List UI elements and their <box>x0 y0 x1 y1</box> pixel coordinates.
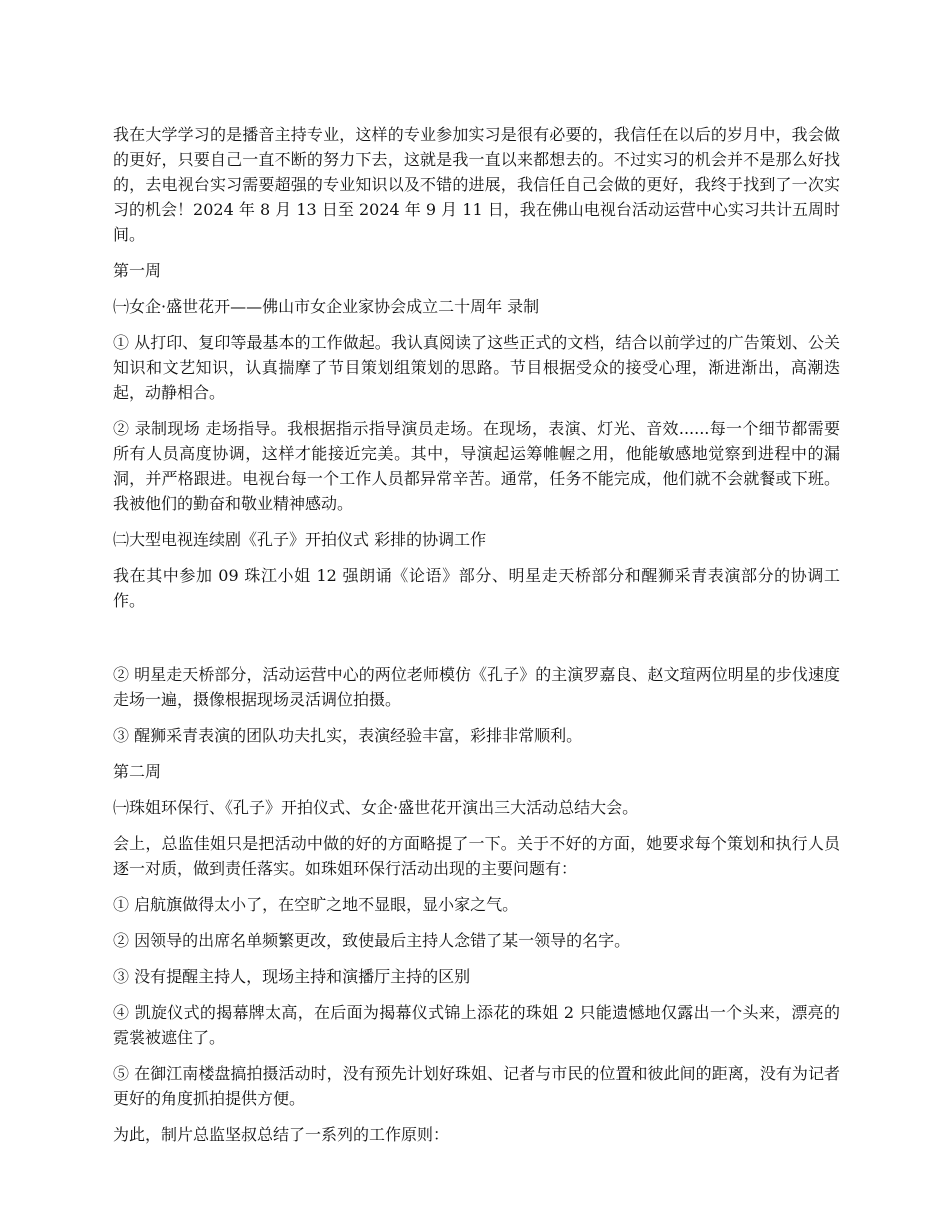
list-item: ② 因领导的出席名单频繁更改，致使最后主持人念错了某一领导的名字。 <box>113 931 631 950</box>
document-page <box>113 122 840 1158</box>
closing-paragraph: 为此，制片总监坚叔总结了一系列的工作原则： <box>113 1125 450 1144</box>
body-paragraph: ③ 醒狮采青表演的团队功夫扎实，表演经验丰富，彩排非常顺利。 <box>113 726 583 745</box>
list-item: ① 启航旗做得太小了，在空旷之地不显眼，显小家之气。 <box>113 895 519 914</box>
body-paragraph: 我在其中参加 09 珠江小姐 12 强朗诵《论语》部分、明星走天桥部分和醒狮采青表演部分的协调工作。 <box>113 566 840 610</box>
week-one-heading: 第一周 <box>113 261 162 280</box>
intro-paragraph: 我在大学学习的是播音主持专业，这样的专业参加实习是很有必要的，我信任在以后的岁月中，我会做的更好，只要自己一直不断的努力下去，这就是我一直以来都想去的。不过实习的机会并不是那么好找的，去电视台实习需要超强的专业知识以及不错的进展，我信任自己会做的更好，我终于找到了一次实习的机会！2024 年 8 月 13 日至 2024 年 9 月 11 日，我在佛山电视台活动运营中心实习共计五周时间。 <box>113 125 840 244</box>
body-paragraph: ② 录制现场 走场指导。我根据指示指导演员走场。在现场，表演、灯光、音效......每一个细节都需要所有人员高度协调，这样才能接近完美。其中，导演起运筹帷幄之用，他能敏感地觉察到进程中的漏洞，并严格跟进。电视台每一个工作人员都异常辛苦。通常，任务不能完成，他们就不会就餐或下班。我被他们的勤奋和敬业精神感动。 <box>113 419 840 513</box>
body-paragraph: ① 从打印、复印等最基本的工作做起。我认真阅读了这些正式的文档，结合以前学过的广告策划、公关知识和文艺知识，认真揣摩了节目策划组策划的思路。节目根据受众的接受心理，渐进渐出，高潮迭起，动静相合。 <box>113 333 840 402</box>
list-item: ③ 没有提醒主持人，现场主持和演播厅主持的区别 <box>113 967 471 986</box>
list-item: ④ 凯旋仪式的揭幕牌太高，在后面为揭幕仪式锦上添花的珠姐 2 只能遗憾地仅露出一个头来，漂亮的霓裳被遮住了。 <box>113 1003 840 1047</box>
body-paragraph: 会上，总监佳姐只是把活动中做的好的方面略提了一下。关于不好的方面，她要求每个策划和执行人员逐一对质，做到责任落实。如珠姐环保行活动出现的主要问题有： <box>113 834 840 878</box>
body-paragraph: ② 明星走天桥部分，活动运营中心的两位老师模仿《孔子》的主演罗嘉良、赵文瑄两位明星的步伐速度走场一遍，摄像根据现场灵活调位拍摄。 <box>113 665 840 709</box>
section-heading: ㈠女企·盛世花开——佛山市女企业家协会成立二十周年 录制 <box>113 297 540 316</box>
section-heading: ㈠珠姐环保行、《孔子》开拍仪式、女企·盛世花开演出三大活动总结大会。 <box>113 798 639 817</box>
section-heading: ㈡大型电视连续剧《孔子》开拍仪式 彩排的协调工作 <box>113 530 487 549</box>
week-two-heading: 第二周 <box>113 762 162 781</box>
list-item: ⑤ 在御江南楼盘搞拍摄活动时，没有预先计划好珠姐、记者与市民的位置和彼此间的距离，没有为记者更好的角度抓拍提供方便。 <box>113 1064 840 1108</box>
blank-gap <box>113 624 840 662</box>
